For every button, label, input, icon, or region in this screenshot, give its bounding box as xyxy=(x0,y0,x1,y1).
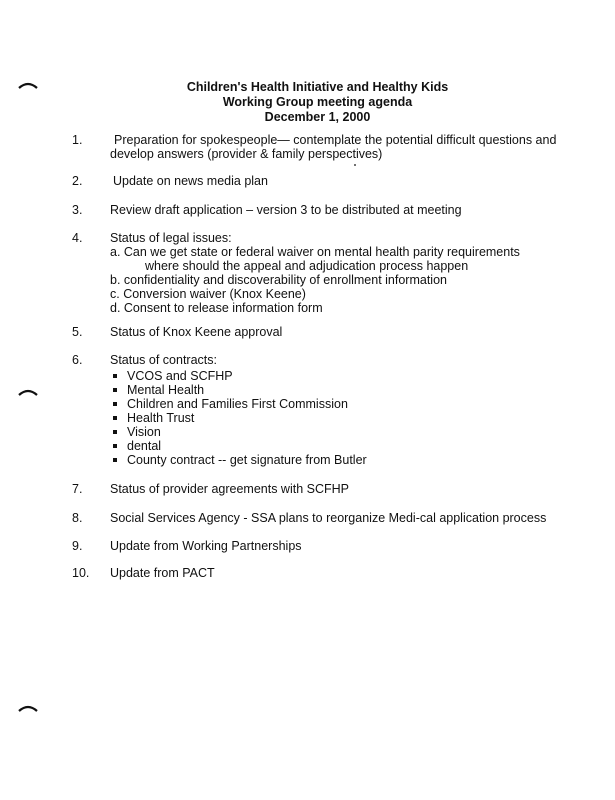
item-text: Status of provider agreements with SCFHP xyxy=(110,482,349,496)
item-text: Update on news media plan xyxy=(113,174,268,188)
legal-issue-a-continued: where should the appeal and adjudication process happen xyxy=(145,259,469,273)
item-number: 2. xyxy=(72,174,83,188)
item-text: Update from Working Partnerships xyxy=(110,539,302,553)
bullet-square-icon xyxy=(113,388,117,392)
bullet-square-icon xyxy=(113,444,117,448)
bullet-square-icon xyxy=(113,430,117,434)
item-text: Status of Knox Keene approval xyxy=(110,325,283,339)
bullet-square-icon xyxy=(113,458,117,462)
item-text: Status of contracts: xyxy=(110,353,217,367)
contract-bullet: Children and Families First Commission xyxy=(113,397,348,411)
contract-bullet: County contract -- get signature from Butler xyxy=(113,453,367,467)
item-number: 7. xyxy=(72,482,83,496)
item-text: Review draft application – version 3 to be distributed at meeting xyxy=(110,203,462,217)
legal-issue-b: b. confidentiality and discoverability of enrollment information xyxy=(110,273,447,287)
bullet-square-icon xyxy=(113,416,117,420)
item-text-continued: develop answers (provider & family perspectives) xyxy=(110,147,383,161)
item-number: 3. xyxy=(72,203,83,217)
item-number: 8. xyxy=(72,511,83,525)
item-text: Status of legal issues: xyxy=(110,231,232,245)
punch-hole-mark-middle xyxy=(18,387,38,397)
contract-bullet: Vision xyxy=(113,425,161,439)
speck-mark xyxy=(354,164,356,166)
contract-bullet: dental xyxy=(113,439,161,453)
contract-bullet: Mental Health xyxy=(113,383,204,397)
item-number: 6. xyxy=(72,353,83,367)
bullet-square-icon xyxy=(113,402,117,406)
agenda-subtitle: Working Group meeting agenda xyxy=(222,95,413,109)
legal-issue-d: d. Consent to release information form xyxy=(110,301,323,315)
agenda-date: December 1, 2000 xyxy=(264,110,371,124)
item-number: 5. xyxy=(72,325,83,339)
item-text: Social Services Agency - SSA plans to reorganize Medi-cal application process xyxy=(110,511,547,525)
agenda-title: Children's Health Initiative and Healthy Kids xyxy=(186,80,449,94)
item-number: 1. xyxy=(72,133,83,147)
item-number: 10. xyxy=(72,566,90,580)
item-text: Update from PACT xyxy=(110,566,215,580)
item-text: Preparation for spokespeople— contemplate the potential difficult questions and xyxy=(114,133,557,147)
bullet-square-icon xyxy=(113,374,117,378)
item-number: 4. xyxy=(72,231,83,245)
legal-issue-a: a. Can we get state or federal waiver on mental health parity requirements xyxy=(110,245,520,259)
contract-bullet: Health Trust xyxy=(113,411,194,425)
punch-hole-mark-bottom xyxy=(18,703,38,713)
item-number: 9. xyxy=(72,539,83,553)
legal-issue-c: c. Conversion waiver (Knox Keene) xyxy=(110,287,306,301)
contract-bullet: VCOS and SCFHP xyxy=(113,369,233,383)
